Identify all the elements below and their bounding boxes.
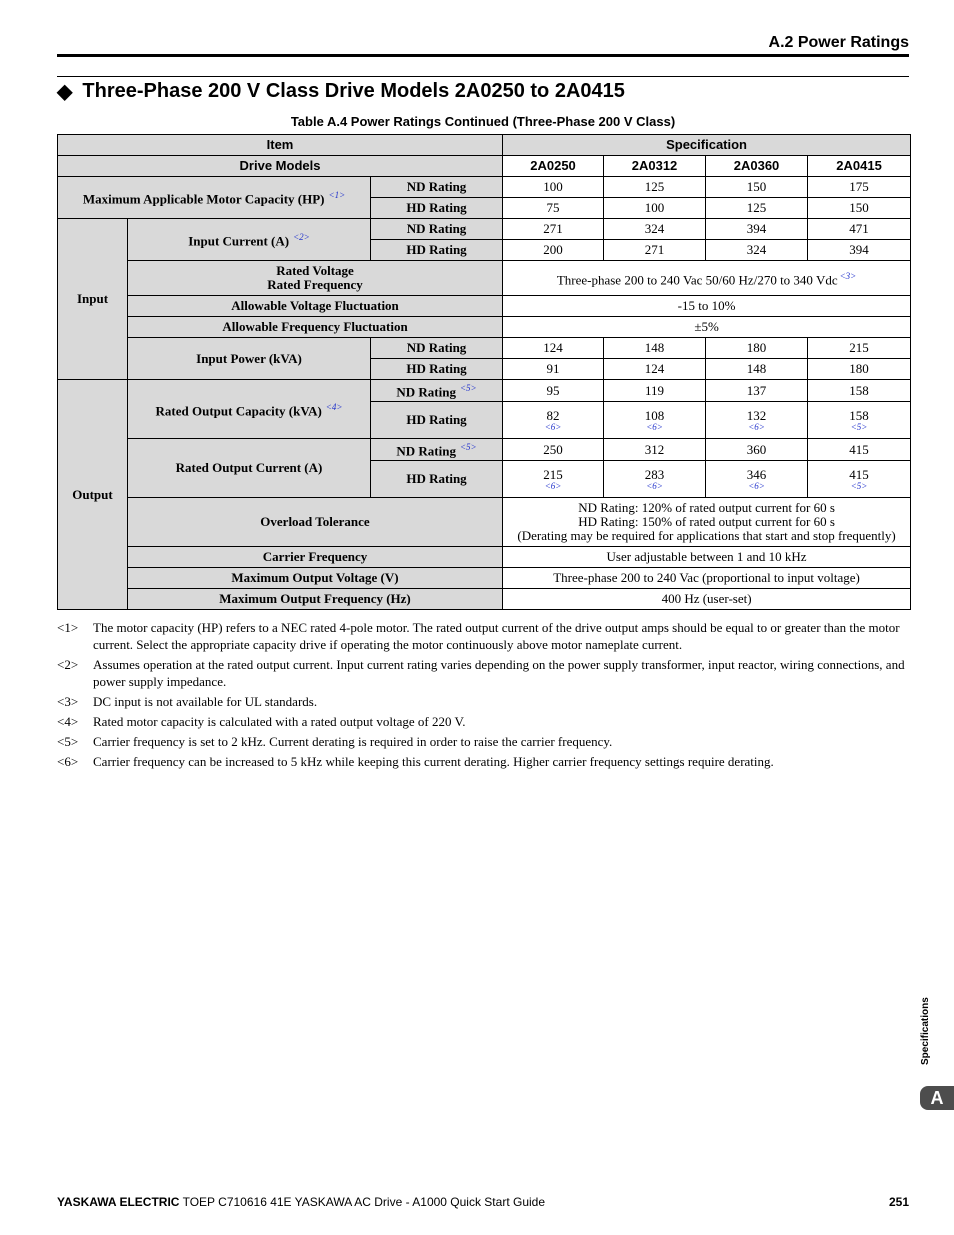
value-cell: 360 [706, 439, 808, 461]
value-cell: 119 [604, 380, 706, 402]
input-group-label: Input [58, 219, 128, 380]
value-cell: 312 [604, 439, 706, 461]
value-cell: 271 [604, 240, 706, 261]
value-cell: 125 [604, 177, 706, 198]
nd-rating-label: ND Rating [371, 177, 503, 198]
value-cell: 471 [808, 219, 911, 240]
page-footer [57, 1195, 909, 1209]
nd-rating-label: ND Rating [371, 219, 503, 240]
value-cell: 132 <6> [706, 402, 808, 439]
table-row [58, 296, 911, 317]
value-cell: 324 [604, 219, 706, 240]
nd-rating-label: ND Rating [371, 338, 503, 359]
model-cell: 2A0360 [706, 156, 808, 177]
value-cell: 180 [706, 338, 808, 359]
header-rule [57, 54, 909, 57]
input-power-label: Input Power (kVA) [128, 338, 371, 380]
value-cell: 150 [808, 198, 911, 219]
footer-doc: TOEP C710616 41E YASKAWA AC Drive - A1000 Quick Start Guide [182, 1195, 546, 1209]
table-row [58, 439, 911, 461]
nd-rating-label: ND Rating $^{<5>}$ [371, 380, 503, 402]
output-capacity-label: Rated Output Capacity (kVA) $^{<4>}$ [128, 380, 371, 439]
table-row [58, 219, 911, 240]
drive-models-row [58, 156, 911, 177]
carrier-frequency-value: User adjustable between 1 and 10 kHz [503, 547, 911, 568]
model-cell: 2A0415 [808, 156, 911, 177]
value-cell: 215 [808, 338, 911, 359]
table-row [58, 380, 911, 402]
value-cell: 125 [706, 198, 808, 219]
table-row [58, 547, 911, 568]
appendix-tab: A [920, 1086, 954, 1110]
value-cell: 148 [604, 338, 706, 359]
value-cell: 137 [706, 380, 808, 402]
value-cell: 271 [503, 219, 604, 240]
value-cell: 108 <6> [604, 402, 706, 439]
value-cell: 394 [706, 219, 808, 240]
section-label: A.2 Power Ratings [768, 34, 909, 51]
value-cell: 124 [503, 338, 604, 359]
section-heading [57, 80, 917, 103]
drive-models-label: Drive Models [58, 156, 503, 177]
header-rule-thin [57, 76, 909, 77]
table-caption: Table A.4 Power Ratings Continued (Three-Phase 200 V Class) [290, 114, 676, 129]
hd-rating-label: HD Rating [371, 198, 503, 219]
value-cell: 75 [503, 198, 604, 219]
footnote: <2> Assumes operation at the rated output current. Input current rating varies depending on the power supply transformer, input reactor, wiring connections, and power supply impedance. [57, 657, 905, 689]
value-cell: 158 [808, 380, 911, 402]
hd-rating-label: HD Rating [371, 240, 503, 261]
page-number: 251 [888, 1195, 909, 1209]
value-cell: 91 [503, 359, 604, 380]
power-ratings-table [57, 134, 911, 610]
overload-tolerance-value: ND Rating: 120% of rated output current for 60 s HD Rating: 150% of rated output current for 60 s (Derating may be required for applications that start and stop frequently) [503, 498, 911, 547]
value-cell: 283 <6> [604, 461, 706, 498]
model-cell: 2A0312 [604, 156, 706, 177]
side-section-label: Specifications [920, 997, 931, 1065]
diamond-bullet-icon: ◆ [57, 80, 73, 103]
footnote: <3> DC input is not available for UL standards. [57, 694, 318, 709]
max-output-frequency-label: Maximum Output Frequency (Hz) [128, 589, 503, 610]
heading-title: Three-Phase 200 V Class Drive Models 2A0250 to 2A0415 [82, 80, 625, 102]
overload-tolerance-label: Overload Tolerance [128, 498, 503, 547]
max-output-voltage-label: Maximum Output Voltage (V) [128, 568, 503, 589]
table-row [58, 317, 911, 338]
footer-brand: YASKAWA ELECTRIC [57, 1195, 180, 1209]
footnotes [57, 619, 909, 773]
value-cell: 415 [808, 439, 911, 461]
value-cell: 82 <6> [503, 402, 604, 439]
frequency-fluctuation-label: Allowable Frequency Fluctuation [128, 317, 503, 338]
value-cell: 124 [604, 359, 706, 380]
footnote: <1> The motor capacity (HP) refers to a NEC rated 4-pole motor. The rated output current of the drive output amps should be equal to or greater than the motor current. Select the appropriate capacity drive if operating the motor continuously above motor nameplate current. [57, 620, 900, 652]
table-row [58, 589, 911, 610]
value-cell: 250 [503, 439, 604, 461]
value-cell: 95 [503, 380, 604, 402]
value-cell: 158 <5> [808, 402, 911, 439]
value-cell: 175 [808, 177, 911, 198]
carrier-frequency-label: Carrier Frequency [128, 547, 503, 568]
value-cell: 150 [706, 177, 808, 198]
table-row [58, 338, 911, 359]
col-spec-header: Specification [503, 135, 911, 156]
model-cell: 2A0250 [503, 156, 604, 177]
table-row [58, 177, 911, 198]
hd-rating-label: HD Rating [371, 359, 503, 380]
hd-rating-label: HD Rating [371, 402, 503, 439]
value-cell: 148 [706, 359, 808, 380]
frequency-fluctuation-value: ±5% [503, 317, 911, 338]
footnote: <5> Carrier frequency is set to 2 kHz. Current derating is required in order to raise the carrier frequency. [57, 734, 613, 749]
voltage-fluctuation-value: -15 to 10% [503, 296, 911, 317]
value-cell: 200 [503, 240, 604, 261]
value-cell: 324 [706, 240, 808, 261]
rated-voltage-value: Three-phase 200 to 240 Vac 50/60 Hz/270 to 340 Vdc $^{<3>}$ [503, 261, 911, 296]
value-cell: 394 [808, 240, 911, 261]
input-current-label: Input Current (A) $^{<2>}$ [128, 219, 371, 261]
table-row [58, 498, 911, 547]
output-current-label: Rated Output Current (A) [128, 439, 371, 498]
value-cell: 346 <6> [706, 461, 808, 498]
table-row [58, 261, 911, 296]
nd-rating-label: ND Rating $^{<5>}$ [371, 439, 503, 461]
value-cell: 180 [808, 359, 911, 380]
value-cell: 215 <6> [503, 461, 604, 498]
footnote: <6> Carrier frequency can be increased to 5 kHz while keeping this current derating. Higher carrier frequency settings require derating. [57, 754, 774, 769]
col-item-header: Item [58, 135, 503, 156]
value-cell: 100 [503, 177, 604, 198]
output-group-label: Output [58, 380, 128, 610]
rated-voltage-label: Rated Voltage Rated Frequency [128, 261, 503, 296]
motor-capacity-label: Maximum Applicable Motor Capacity (HP) $^{<1>}$ [58, 177, 371, 219]
footnote: <4> Rated motor capacity is calculated with a rated output voltage of 220 V. [57, 714, 466, 729]
max-output-frequency-value: 400 Hz (user-set) [503, 589, 911, 610]
value-cell: 415 <5> [808, 461, 911, 498]
max-output-voltage-value: Three-phase 200 to 240 Vac (proportional to input voltage) [503, 568, 911, 589]
voltage-fluctuation-label: Allowable Voltage Fluctuation [128, 296, 503, 317]
value-cell: 100 [604, 198, 706, 219]
table-header-row [58, 135, 911, 156]
hd-rating-label: HD Rating [371, 461, 503, 498]
table-row [58, 568, 911, 589]
